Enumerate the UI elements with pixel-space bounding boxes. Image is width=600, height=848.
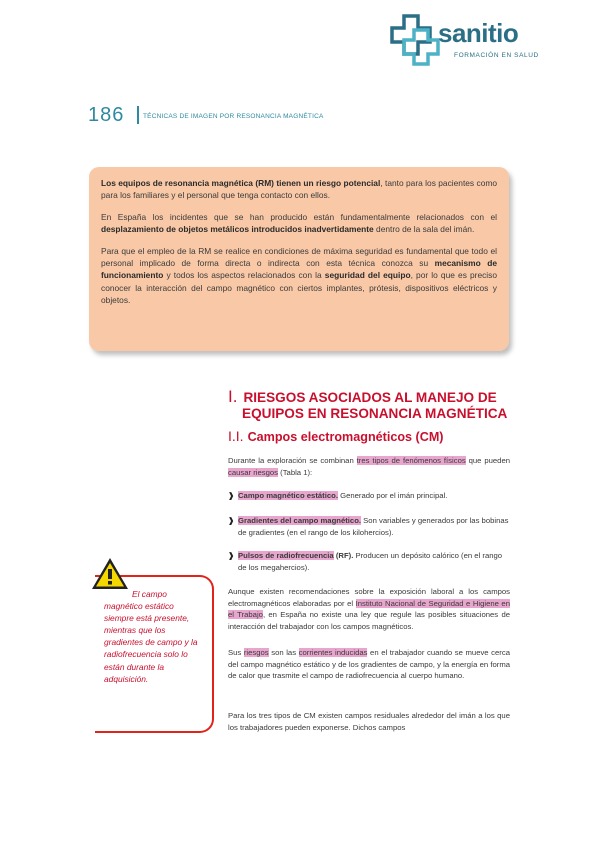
warning-triangle-icon: [90, 556, 130, 592]
logo-cross-icon: [388, 12, 440, 72]
logo-wordmark: sanitio: [438, 18, 519, 48]
bullet-arrow-icon: ❱: [228, 491, 235, 500]
page-number: 186: [88, 104, 125, 126]
header-divider: [137, 106, 139, 124]
paragraph-residual-fields: Para los tres tipos de CM existen campos residuales alrededor del imán a los que los trabajadores pueden exponerse. Dichos campos: [228, 711, 510, 732]
intro-paragraph-3: Para que el empleo de la RM se realice en condiciones de máxima seguridad es fundamental que todo el personal implicado de forma directa o indirecta con esta técnica conozca su mecanismo de funcionamiento y todos los aspectos relacionados con la seguridad del equipo, por lo que es preciso conocer la interacción del campo magnético con ciertos implantes, prótesis, dispositivos eléctricos y objetos.: [101, 245, 498, 306]
intro-box: [89, 167, 509, 351]
list-item: ❱ Campo magnético estático. Generado por el imán principal.: [228, 491, 448, 500]
intro-paragraph-1: Los equipos de resonancia magnética (RM) tienen un riesgo potencial, tanto para los pacientes como para los familiares y el personal que tenga contacto con ellos.: [101, 178, 497, 201]
list-item: ❱ Pulsos de radiofrecuencia (RF). Producen un depósito calórico (en el rango de los megahercios).: [228, 551, 503, 572]
logo-subtitle: FORMACIÓN EN SALUD: [454, 52, 539, 59]
list-item: ❱ Gradientes del campo magnético. Son variables y generados por las bobinas de gradientes (en el rango de los kilohercios).: [228, 516, 509, 537]
running-header: TÉCNICAS DE IMAGEN POR RESONANCIA MAGNÉTICA: [143, 113, 324, 120]
bullet-arrow-icon: ❱: [228, 551, 235, 560]
paragraph-intro-phenomena: Durante la exploración se combinan tres tipos de fenómenos físicos que pueden causar riesgos (Tabla 1):: [228, 456, 510, 477]
sanitio-logo: [388, 12, 588, 72]
subsection-heading: I.I. Campos electromagnéticos (CM): [228, 428, 444, 444]
section-heading: I. RIESGOS ASOCIADOS AL MANEJO DE EQUIPOS EN RESONANCIA MAGNÉTICA: [228, 387, 508, 421]
warning-note: El campo magnético estático siempre está presente, mientras que los gradientes de campo y la radiofrecuencia solo lo están durante la adquisición.: [104, 589, 198, 684]
intro-paragraph-2: En España los incidentes que se han producido están fundamentalmente relacionados con el desplazamiento de objetos metálicos introducidos inadvertidamente dentro de la sala del imán.: [101, 211, 497, 235]
bullet-arrow-icon: ❱: [228, 516, 235, 525]
paragraph-risks: Sus riesgos son las corrientes inducidas en el trabajador cuando se mueve cerca del campo magnético estático y de los gradientes de campo, y la energía en forma de calor que trasmite el campo de radiofrecuencia al cuerpo humano.: [228, 648, 510, 681]
paragraph-regulation: Aunque existen recomendaciones sobre la exposición laboral a los campos electromagnéticos elaboradas por el Instituto Nacional de Seguridad e Higiene en el Trabajo, en España no existe una ley que regule las posibles situaciones de interacción del trabajador con los campos magnéticos.: [228, 587, 511, 631]
